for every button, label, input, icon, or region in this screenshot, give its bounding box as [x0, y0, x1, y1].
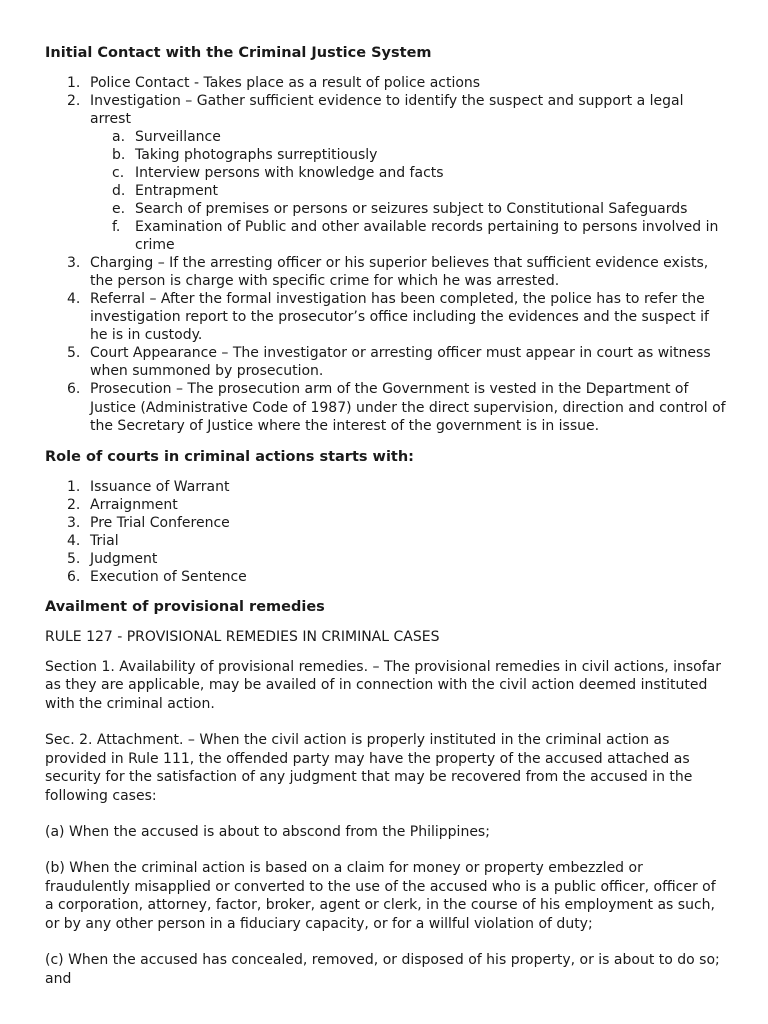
list-item — [45, 550, 728, 568]
list-item-text: Arraignment — [90, 496, 178, 513]
sublist-item — [90, 218, 728, 254]
sublist-item — [90, 182, 728, 200]
list-item-text: Investigation – Gather sufficient evidence to identify the suspect and support a legal arrest — [90, 93, 684, 127]
section-heading-provisional-remedies: Availment of provisional remedies — [45, 598, 325, 615]
list-item — [45, 532, 728, 550]
sublist-item-text: Examination of Public and other available records pertaining to persons involved in crime — [135, 219, 719, 253]
list-item-text: Judgment — [90, 550, 158, 567]
list-item — [45, 92, 728, 254]
sublist-letter: c. — [112, 165, 125, 181]
list-item-text: Issuance of Warrant — [90, 478, 230, 495]
paragraph-section-1: Section 1. Availability of provisional remedies. – The provisional remedies in civil actions, insofar as they are applicable, may be availed of in connection with the civil action deemed instituted with the criminal action. — [45, 658, 721, 712]
rule-title: RULE 127 - PROVISIONAL REMEDIES IN CRIMINAL CASES — [45, 628, 440, 645]
paragraph-clause-b: (b) When the criminal action is based on a claim for money or property embezzled or fraudulently misapplied or converted to the use of the accused who is a public officer, officer of a corporation, attorney, factor, broker, agent or clerk, in the course of his employment as such, or by any other person in a fiduciary capacity, or for a willful violation of duty; — [45, 860, 716, 932]
list-number: 5. — [67, 550, 81, 567]
sublist-letter: f. — [112, 219, 121, 235]
list-item — [45, 496, 728, 514]
list-item-text: Prosecution – The prosecution arm of the Government is vested in the Department of Justice (Administrative Code of 1987) under the direct supervision, direction and control of the Secretary of Justice where the interest of the government is in issue. — [90, 381, 726, 434]
sublist-letter: b. — [112, 147, 126, 163]
list-number: 1. — [67, 75, 81, 91]
list-item-text: Police Contact - Takes place as a result of police actions — [90, 75, 481, 91]
section-heading-initial-contact: Initial Contact with the Criminal Justice System — [45, 45, 432, 61]
role-of-courts-list — [45, 478, 728, 586]
list-item — [45, 254, 728, 290]
paragraph-section-2: Sec. 2. Attachment. – When the civil action is properly instituted in the criminal action as provided in Rule 111, the offended party may have the property of the accused attached as security for the satisfaction of any judgment that may be recovered from the accused in the following cases: — [45, 732, 693, 804]
list-item-text: Execution of Sentence — [90, 568, 247, 585]
list-number: 3. — [67, 255, 81, 271]
sublist-item-text: Surveillance — [135, 129, 221, 145]
list-item-text: Pre Trial Conference — [90, 514, 230, 531]
sublist-item — [90, 128, 728, 146]
sublist-item — [90, 200, 728, 218]
list-item — [45, 380, 728, 436]
list-number: 2. — [67, 496, 81, 513]
paragraph-clause-a: (a) When the accused is about to abscond from the Philippines; — [45, 824, 490, 840]
list-number: 3. — [67, 514, 81, 531]
list-item-text: Court Appearance – The investigator or arresting officer must appear in court as witness when summoned by prosecution. — [90, 345, 711, 379]
sublist-item — [90, 164, 728, 182]
list-item-text: Charging – If the arresting officer or his superior believes that sufficient evidence exists, the person is charge with specific crime for which he was arrested. — [90, 255, 709, 289]
list-number: 5. — [67, 345, 81, 361]
sublist-item-text: Taking photographs surreptitiously — [135, 147, 378, 163]
sublist-letter: a. — [112, 129, 126, 145]
sublist-item — [90, 146, 728, 164]
sublist-item-text: Entrapment — [135, 183, 219, 199]
list-item-text: Referral – After the formal investigation has been completed, the police has to refer the investigation report to the prosecutor’s office including the evidences and the suspect if he is in custody. — [90, 291, 709, 343]
list-number: 2. — [67, 93, 81, 109]
list-item — [45, 568, 728, 586]
list-number: 6. — [67, 568, 81, 585]
list-number: 4. — [67, 532, 81, 549]
list-number: 1. — [67, 478, 81, 495]
section-heading-role-of-courts: Role of courts in criminal actions starts with: — [45, 448, 414, 465]
initial-contact-list — [45, 74, 728, 436]
list-item — [45, 290, 728, 344]
list-number: 6. — [67, 381, 81, 397]
list-item — [45, 478, 728, 496]
sublist-letter: e. — [112, 201, 126, 217]
investigation-sublist — [90, 128, 728, 254]
sublist-item-text: Interview persons with knowledge and facts — [135, 165, 444, 181]
sublist-letter: d. — [112, 183, 126, 199]
list-item — [45, 344, 728, 380]
list-item — [45, 514, 728, 532]
list-number: 4. — [67, 291, 81, 307]
paragraph-clause-c: (c) When the accused has concealed, removed, or disposed of his property, or is about to do so; and — [45, 952, 720, 987]
list-item-text: Trial — [90, 532, 119, 549]
sublist-item-text: Search of premises or persons or seizures subject to Constitutional Safeguards — [135, 201, 688, 217]
list-item — [45, 74, 728, 92]
